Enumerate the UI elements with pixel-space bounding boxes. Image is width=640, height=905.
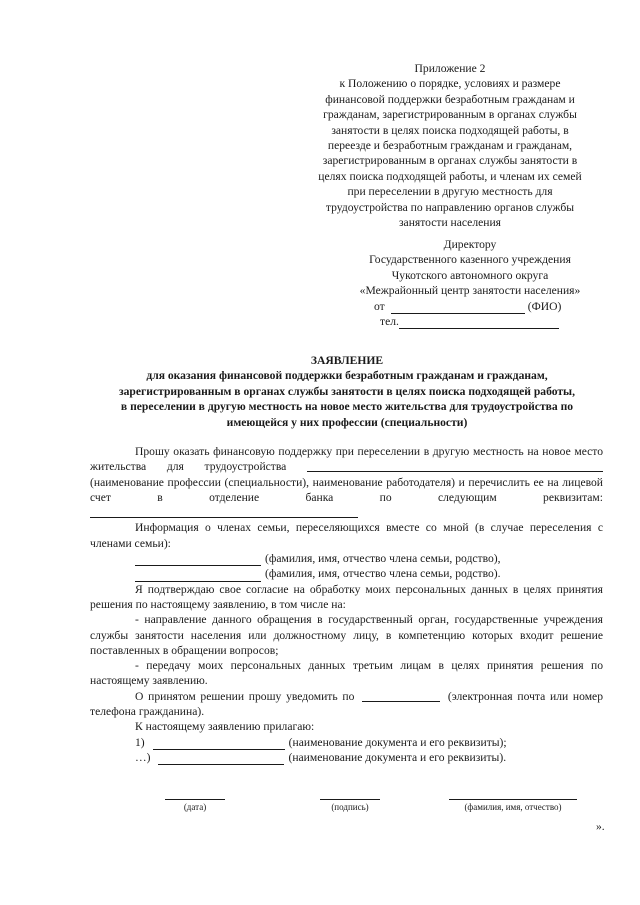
from-line	[374, 299, 600, 314]
date-underline	[165, 795, 225, 800]
attachments-heading: К настоящему заявлению прилагаю:	[135, 720, 315, 734]
applicant-name-field[interactable]	[391, 301, 525, 314]
title-line: для оказания финансовой поддержки безработным гражданам и гражданам,	[146, 369, 548, 383]
annex-line: трудоустройства по направлению органов службы	[325, 200, 575, 214]
signature-field[interactable]	[312, 795, 388, 813]
request-text: Прошу оказать финансовую поддержку при переселении в другую местность на новое место жительства для трудоустройства	[90, 445, 603, 474]
addressee-block	[340, 237, 600, 329]
family-member-field[interactable]	[135, 553, 261, 566]
title-line: в переселении в другую местность на новое место жительства для трудоустройства по	[120, 400, 574, 414]
annex-line: занятости в целях поиска подходящей работы, в	[331, 123, 569, 137]
date-signature-field[interactable]	[160, 795, 230, 813]
annex-line: гражданам, зарегистрированным в органах службы	[323, 108, 577, 122]
bank-details-field[interactable]	[90, 505, 358, 518]
annex-line: при переселении в другую местность для	[347, 185, 553, 199]
annex-line: финансовой поддержки безработным гражданам и	[325, 92, 575, 106]
family-member-label: (фамилия, имя, отчество члена семьи, родство),	[265, 552, 501, 566]
contact-method-field[interactable]	[362, 689, 440, 702]
full-name-signature-field[interactable]	[446, 795, 580, 813]
tel-prefix: тел.	[380, 315, 399, 329]
name-underline	[449, 795, 577, 800]
attachment-field[interactable]	[158, 752, 284, 765]
title-line: имеющейся у них профессии (специальности)	[226, 415, 468, 429]
notify-text: О принятом решении прошу уведомить по	[135, 689, 355, 703]
tel-line	[380, 314, 600, 329]
title-heading: ЗАЯВЛЕНИЕ	[310, 354, 384, 367]
attachment-row	[135, 735, 603, 750]
profession-employer-field[interactable]	[307, 459, 603, 472]
request-paragraph	[90, 444, 603, 520]
consent-item: - передачу моих персональных данных третьим лицам в целях принятия решения по настоящему заявлению.	[90, 659, 603, 688]
attachment-row	[135, 750, 603, 765]
phone-field[interactable]	[399, 316, 559, 329]
consent-paragraph: Я подтверждаю свое согласие на обработку моих персональных данных в целях принятия решения по настоящему заявлению, в том числе на:	[90, 582, 603, 611]
family-paragraph: Информация о членах семьи, переселяющихся вместе со мной (в случае переселения с членами семьи):	[90, 521, 603, 550]
annex-line: зарегистрированным в органах службы занятости в	[322, 154, 578, 168]
date-caption: (дата)	[183, 802, 207, 812]
annex-line: Приложение 2	[414, 62, 486, 75]
attachment-field[interactable]	[153, 737, 285, 750]
annex-line: занятости населения	[398, 216, 502, 230]
attachment-number: …)	[135, 750, 151, 764]
annex-header	[296, 61, 604, 230]
name-caption: (фамилия, имя, отчество)	[464, 802, 562, 812]
document-body	[90, 444, 603, 765]
annex-line: переезде и безработным гражданам и гражданам,	[327, 139, 573, 153]
addressee-line: «Межрайонный центр занятости населения»	[359, 284, 581, 298]
addressee-line: Чукотского автономного округа	[391, 268, 549, 282]
notify-text-2: (электронная почта или номер телефона гражданина).	[90, 689, 603, 719]
attachment-label: (наименование документа и его реквизиты);	[288, 735, 507, 749]
annex-line: к Положению о порядке, условиях и размере	[339, 77, 561, 91]
from-suffix: (ФИО)	[527, 299, 562, 313]
notify-paragraph	[90, 689, 603, 720]
document-title	[86, 353, 608, 430]
family-member-row	[135, 551, 603, 566]
family-member-label: (фамилия, имя, отчество члена семьи, родство).	[265, 567, 501, 581]
family-member-row	[135, 566, 603, 581]
attachment-number: 1)	[135, 735, 145, 749]
addressee-line: Директору	[443, 238, 497, 251]
title-line: зарегистрированным в органах службы занятости в целях поиска подходящей работы,	[118, 384, 576, 398]
from-prefix: от	[374, 299, 385, 313]
attachment-label: (наименование документа и его реквизиты).	[288, 750, 507, 764]
annex-line: целях поиска подходящей работы, и членам их семей	[318, 169, 582, 183]
consent-item: - направление данного обращения в государственный орган, государственные учреждения службы занятости населения или должностному лицу, в компетенцию которых входит решение поставленных в обращении вопросов;	[90, 613, 603, 657]
request-text-2: (наименование профессии (специальности), наименование работодателя) и перечислить ее на лицевой счет в отделение банка по следующим реквизитам:	[90, 475, 603, 504]
addressee-line: Государственного казенного учреждения	[369, 253, 571, 267]
signature-underline	[320, 795, 380, 800]
signature-caption: (подпись)	[331, 802, 369, 812]
family-member-field[interactable]	[135, 569, 261, 582]
closing-mark: ».	[596, 820, 605, 833]
